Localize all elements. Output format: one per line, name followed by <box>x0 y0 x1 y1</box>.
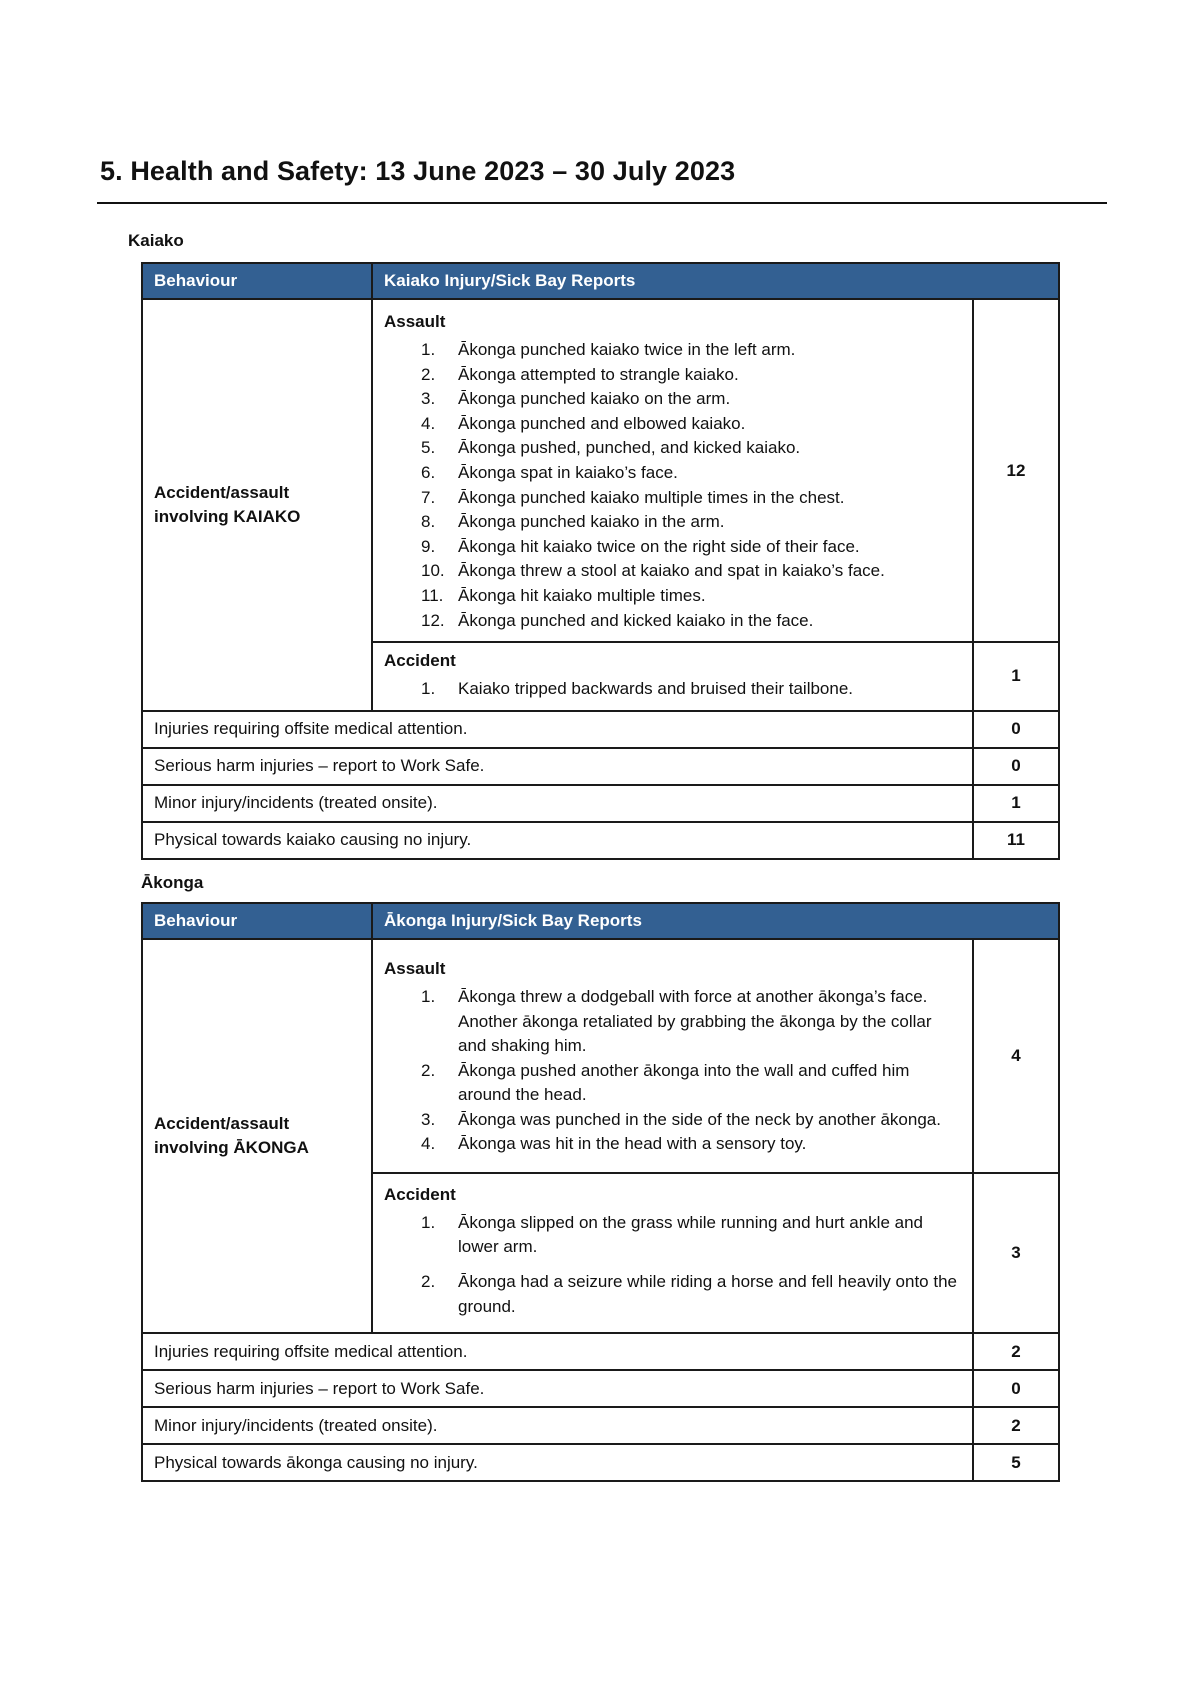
behaviour-column-header: Behaviour <box>142 263 372 299</box>
summary-row <box>142 1370 1059 1407</box>
list-item <box>384 461 961 486</box>
accident-cell <box>372 1173 973 1333</box>
list-item-number: 12. <box>421 610 445 630</box>
list-item-text: Ākonga attempted to strangle kaiako. <box>458 364 739 384</box>
summary-count: 1 <box>973 785 1059 822</box>
list-item-number: 7. <box>421 487 436 507</box>
list-item-text: Ākonga slipped on the grass while running and hurt ankle and lower arm. <box>458 1212 923 1257</box>
list-item <box>384 584 961 609</box>
list-item <box>384 510 961 535</box>
summary-label: Serious harm injuries – report to Work Safe. <box>142 748 973 785</box>
list-item-number: 1. <box>421 986 436 1006</box>
list-item-text: Ākonga spat in kaiako’s face. <box>458 462 678 482</box>
accident-heading: Accident <box>384 651 456 671</box>
behaviour-column-header: Behaviour <box>142 903 372 939</box>
assault-count: 12 <box>973 299 1059 642</box>
summary-row <box>142 711 1059 748</box>
list-item-number: 11. <box>421 585 444 605</box>
kaiako-report-table <box>141 262 1060 860</box>
list-item-number: 9. <box>421 536 436 556</box>
list-item-text: Ākonga hit kaiako multiple times. <box>458 585 706 605</box>
list-item-text: Ākonga pushed, punched, and kicked kaiako. <box>458 438 801 458</box>
summary-count: 0 <box>973 711 1059 748</box>
list-item <box>384 559 961 584</box>
assault-cell <box>372 939 973 1173</box>
kaiako-section-label: Kaiako <box>128 231 184 250</box>
list-item-number: 1. <box>421 340 436 359</box>
list-item-text: Ākonga punched and elbowed kaiako. <box>458 413 746 433</box>
summary-label: Minor injury/incidents (treated onsite). <box>142 1407 973 1444</box>
list-item <box>384 1132 961 1157</box>
list-item <box>384 535 961 560</box>
list-item-text: Kaiako tripped backwards and bruised their tailbone. <box>458 679 854 699</box>
summary-count: 0 <box>973 1370 1059 1407</box>
summary-row <box>142 1333 1059 1370</box>
assault-row <box>142 939 1059 1173</box>
summary-label: Minor injury/incidents (treated onsite). <box>142 785 973 822</box>
list-item <box>384 436 961 461</box>
summary-count: 5 <box>973 1444 1059 1481</box>
list-item <box>384 1108 961 1133</box>
assault-list <box>384 338 961 633</box>
list-item <box>384 677 961 702</box>
list-item-text: Ākonga was punched in the side of the neck by another ākonga. <box>458 1109 941 1129</box>
summary-row <box>142 822 1059 859</box>
list-item-number: 4. <box>421 413 436 433</box>
table-header-row <box>142 263 1059 299</box>
reports-column-header: Ākonga Injury/Sick Bay Reports <box>372 903 1059 939</box>
list-item <box>384 338 961 363</box>
accident-cell <box>372 642 973 711</box>
list-item <box>384 609 961 634</box>
list-item-text: Ākonga hit kaiako twice on the right side of their face. <box>458 536 860 556</box>
list-item-number: 1. <box>421 679 436 699</box>
list-item-text: Ākonga punched kaiako multiple times in the chest. <box>458 487 845 507</box>
list-item <box>384 985 961 1059</box>
summary-label: Physical towards kaiako causing no injury. <box>142 822 973 859</box>
summary-label: Physical towards ākonga causing no injury. <box>142 1444 973 1481</box>
list-item <box>384 1270 961 1319</box>
list-item <box>384 412 961 437</box>
accident-list <box>384 1211 961 1319</box>
list-item-text: Ākonga threw a stool at kaiako and spat in kaiako’s face. <box>458 561 885 581</box>
assault-heading: Assault <box>384 958 446 978</box>
list-item-text: Ākonga pushed another ākonga into the wall and cuffed him around the head. <box>458 1060 910 1105</box>
table-header-row <box>142 903 1059 939</box>
summary-row <box>142 1407 1059 1444</box>
list-item-text: Ākonga punched and kicked kaiako in the face. <box>458 610 814 630</box>
list-item-number: 10. <box>421 561 445 581</box>
list-item-text: Ākonga was hit in the head with a sensory toy. <box>458 1134 807 1154</box>
summary-row <box>142 748 1059 785</box>
assault-heading: Assault <box>384 312 446 331</box>
list-item <box>384 1059 961 1108</box>
list-item-text: Ākonga punched kaiako twice in the left arm. <box>458 340 796 359</box>
list-item <box>384 387 961 412</box>
list-item-text: Ākonga had a seizure while riding a horse and fell heavily onto the ground. <box>458 1272 957 1316</box>
title-divider <box>97 202 1107 204</box>
list-item-number: 5. <box>421 438 436 458</box>
list-item-text: Ākonga punched kaiako in the arm. <box>458 512 725 532</box>
summary-label: Injuries requiring offsite medical attention. <box>142 711 973 748</box>
accident-count: 3 <box>973 1173 1059 1333</box>
assault-count: 4 <box>973 939 1059 1173</box>
summary-count: 2 <box>973 1333 1059 1370</box>
list-item-number: 2. <box>421 364 436 384</box>
list-item-text: Ākonga threw a dodgeball with force at another ākonga’s face. Another ākonga retaliated by grabbing the ākonga by the collar and shaking him. <box>458 986 932 1056</box>
list-item <box>384 363 961 388</box>
summary-label: Injuries requiring offsite medical attention. <box>142 1333 973 1370</box>
list-item-number: 3. <box>421 1109 436 1129</box>
list-item-number: 2. <box>421 1060 436 1080</box>
behaviour-label: Accident/assault involving ĀKONGA <box>142 939 372 1333</box>
summary-row <box>142 785 1059 822</box>
akonga-section-label: Ākonga <box>141 873 204 892</box>
list-item-number: 6. <box>421 462 436 482</box>
akonga-report-table <box>141 902 1060 1482</box>
accident-count: 1 <box>973 642 1059 711</box>
summary-count: 0 <box>973 748 1059 785</box>
assault-list <box>384 985 961 1157</box>
list-item <box>384 486 961 511</box>
list-item-number: 1. <box>421 1212 436 1232</box>
list-item-number: 4. <box>421 1134 436 1154</box>
list-item-number: 3. <box>421 389 436 409</box>
list-item-number: 8. <box>421 512 436 532</box>
behaviour-label: Accident/assault involving KAIAKO <box>142 299 372 711</box>
assault-cell <box>372 299 973 642</box>
accident-list <box>384 677 961 702</box>
summary-count: 11 <box>973 822 1059 859</box>
summary-label: Serious harm injuries – report to Work Safe. <box>142 1370 973 1407</box>
list-item <box>384 1211 961 1260</box>
summary-row <box>142 1444 1059 1481</box>
summary-count: 2 <box>973 1407 1059 1444</box>
page-title: 5. Health and Safety: 13 June 2023 – 30 July 2023 <box>100 156 736 186</box>
accident-heading: Accident <box>384 1184 456 1204</box>
assault-row <box>142 299 1059 642</box>
reports-column-header: Kaiako Injury/Sick Bay Reports <box>372 263 1059 299</box>
list-item-text: Ākonga punched kaiako on the arm. <box>458 389 731 409</box>
list-item-number: 2. <box>421 1272 436 1291</box>
